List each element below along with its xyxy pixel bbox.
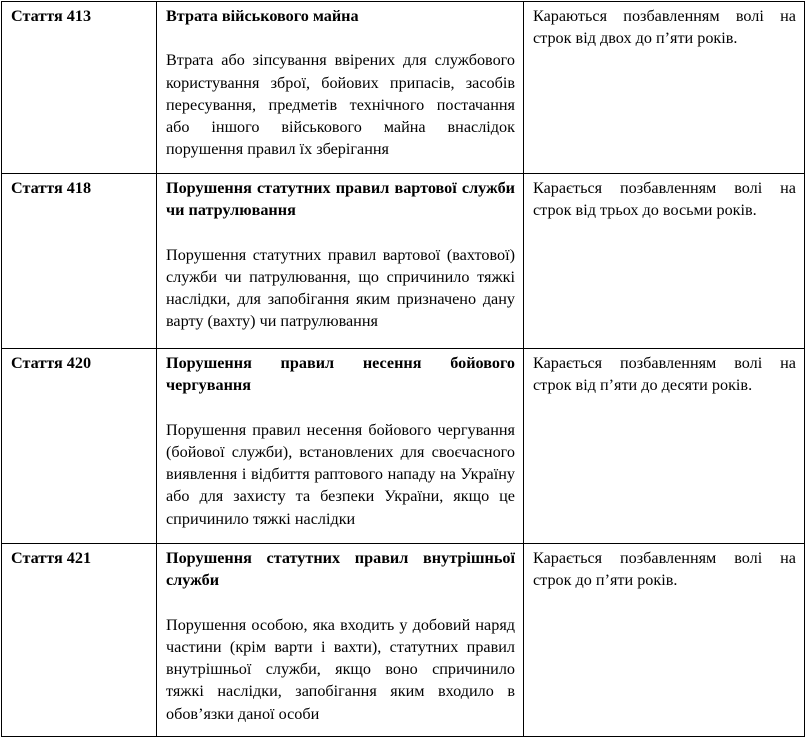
article-title: Порушення статутних правил вартової служби чи патрулювання	[166, 179, 515, 220]
article-description: Порушення особою, яка входить у добовий наряд частини (крім варти і вахти), статутних правил внутрішньої служби, якщо воно спричинило тяжкі наслідки, запобігання яким входило в обов’язки даної особи	[166, 615, 515, 723]
article-content	[157, 349, 524, 544]
article-number: Стаття 421	[2, 544, 157, 737]
article-penalty: Карається позбавленням волі на строк від п’яти до десяти років.	[524, 349, 805, 544]
article-number: Стаття 420	[2, 349, 157, 544]
article-penalty: Карається позбавленням волі на строк від трьох до восьми років.	[524, 174, 805, 349]
article-content	[157, 2, 524, 174]
article-content	[157, 174, 524, 349]
articles-table	[1, 1, 805, 737]
article-number: Стаття 418	[2, 174, 157, 349]
article-title: Порушення статутних правил внутрішньої служби	[166, 549, 515, 590]
table-row	[2, 544, 805, 737]
article-penalty: Караються позбавленням волі на строк від двох до п’яти років.	[524, 2, 805, 174]
article-description: Порушення правил несення бойового чергування (бойової служби), встановлених для своєчасного виявлення і відбиття раптового нападу на Україну або для захисту та безпеки України, якщо це спричинило тяжкі наслідки	[166, 420, 515, 528]
table-row	[2, 349, 805, 544]
article-number: Стаття 413	[2, 2, 157, 174]
article-description: Втрата або зіпсування ввірених для службового користування зброї, бойових припасів, засобів пересування, предметів технічного постачання або іншого військового майна внаслідок порушення правил їх зберігання	[166, 51, 515, 159]
article-penalty: Карається позбавленням волі на строк до п’яти років.	[524, 544, 805, 737]
article-content	[157, 544, 524, 737]
table-row	[2, 2, 805, 174]
article-title: Порушення правил несення бойового чергування	[166, 354, 515, 395]
article-title: Втрата військового майна	[166, 7, 359, 25]
article-description: Порушення статутних правил вартової (вахтової) служби чи патрулювання, що спричинило тяжкі наслідки, для запобігання яким призначено дану варту (вахту) чи патрулювання	[166, 245, 515, 331]
table-row	[2, 174, 805, 349]
